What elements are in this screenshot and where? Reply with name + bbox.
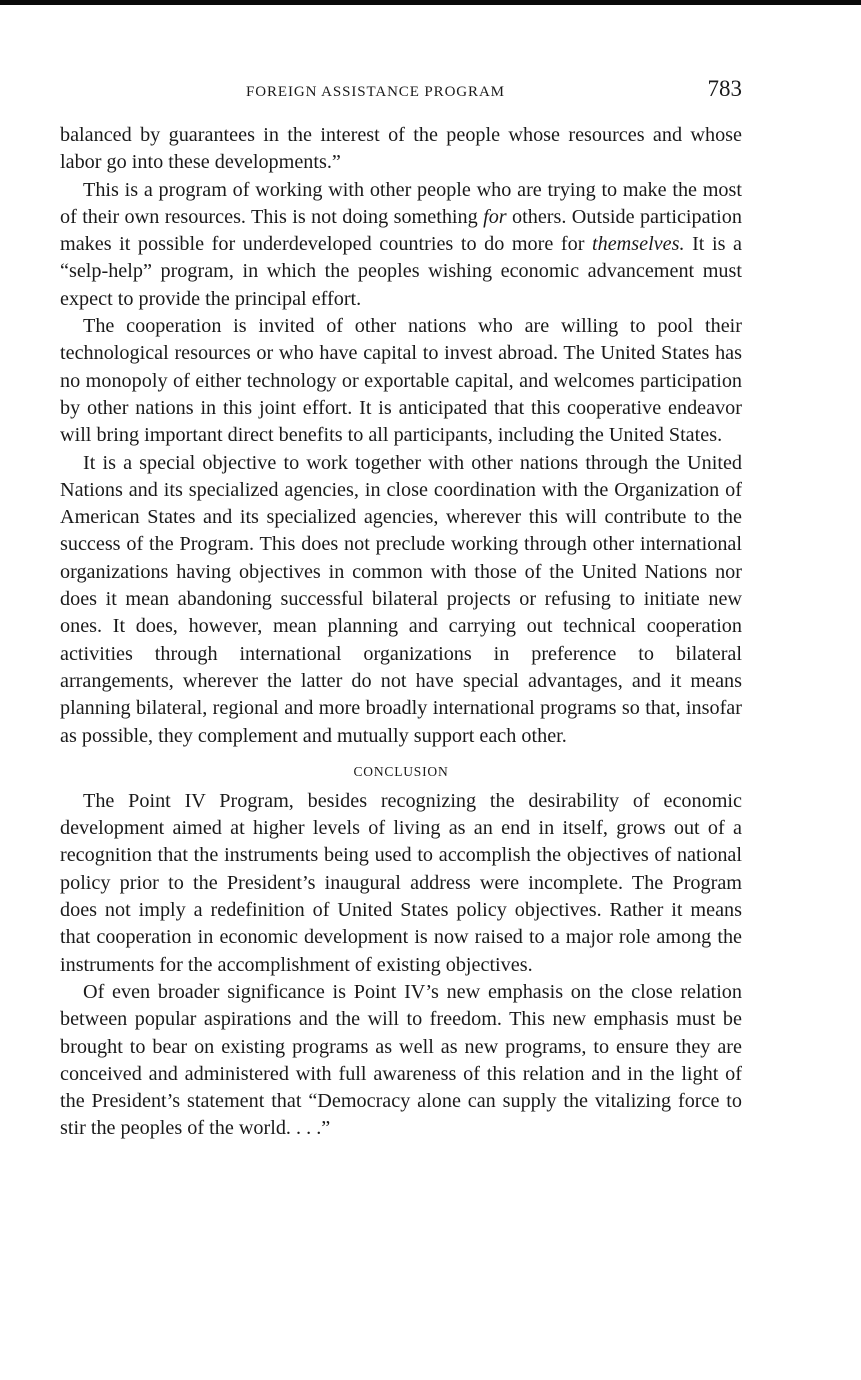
paragraph-united-nations — [60, 450, 742, 750]
text-run-italic: for — [483, 205, 507, 228]
text-run-italic: themselves. — [592, 233, 685, 256]
running-head: FOREIGN ASSISTANCE PROGRAM — [246, 84, 505, 100]
section-heading-conclusion: CONCLUSION — [353, 763, 449, 779]
text-run: Of even broader significance is Point IV’s new emphasis on the close relation between popular aspirations and the will to freedom. This new emphasis must be brought to bear on existing programs as well as new programs, to ensure they are conceived and administered with full awareness of this relation and in the light of the President’s statement that “Democracy alone can supply the vitalizing force to stir the peoples of the world. . . .” — [60, 980, 742, 1140]
text-run: The cooperation is invited of other nations who are willing to pool their technological resources or who have capital to invest abroad. The United States has no monopoly of either technology or exportable capital, and welcomes participation by other nations in this joint effort. It is anticipated that this cooperative endeavor will bring important direct benefits to all participants, including the United States. — [60, 315, 742, 447]
text-run: This is a program of working with other people who are trying to make the most of their own resources. This is not doing something — [60, 178, 742, 228]
text-run: balanced by guarantees in the interest of the people whose resources and whose labor go into these developments.” — [60, 124, 742, 174]
paragraph-point-iv-program — [60, 788, 742, 979]
body-text — [60, 122, 742, 1143]
text-run: others. Outside participation makes it possible for underdeveloped countries to do more for — [60, 205, 742, 256]
text-run: It is a “selp-help” program, in which the peoples wishing economic advancement must expect to provide the principal effort. — [60, 233, 742, 310]
page-top-edge — [0, 0, 861, 5]
text-run: It is a special objective to work together with other nations through the United Nations and its specialized agencies, in close coordination with the Organization of American States and its specialized agencies, wherever this will contribute to the success of the Program. This does not preclude working through other international organizations having objectives in common with those of the United Nations nor does it mean abandoning successful bilateral projects or refusing to initiate new ones. It does, however, mean planning and carrying out technical cooperation activities through international organizations in preference to bilateral arrangements, wherever the latter do not have special advantages, and it means planning bilateral, regional and more broadly international programs so that, insofar as possible, they complement and mutually support each other. — [60, 451, 742, 747]
page-number: 783 — [707, 76, 742, 101]
paragraph-broader-significance — [60, 979, 742, 1143]
paragraph-continuation — [60, 122, 742, 177]
paragraph-cooperation — [60, 313, 742, 449]
paragraph-self-help — [60, 177, 742, 313]
text-run: The Point IV Program, besides recognizing the desirability of economic development aimed at higher levels of living as an end in itself, grows out of a recognition that the instruments being used to accomplish the objectives of national policy prior to the President’s inaugural address were incomplete. The Program does not imply a redefinition of United States policy objectives. Rather it means that cooperation in economic development is now raised to a major role among the instruments for the accomplishment of existing objectives. — [60, 789, 742, 976]
page-header — [60, 76, 742, 108]
